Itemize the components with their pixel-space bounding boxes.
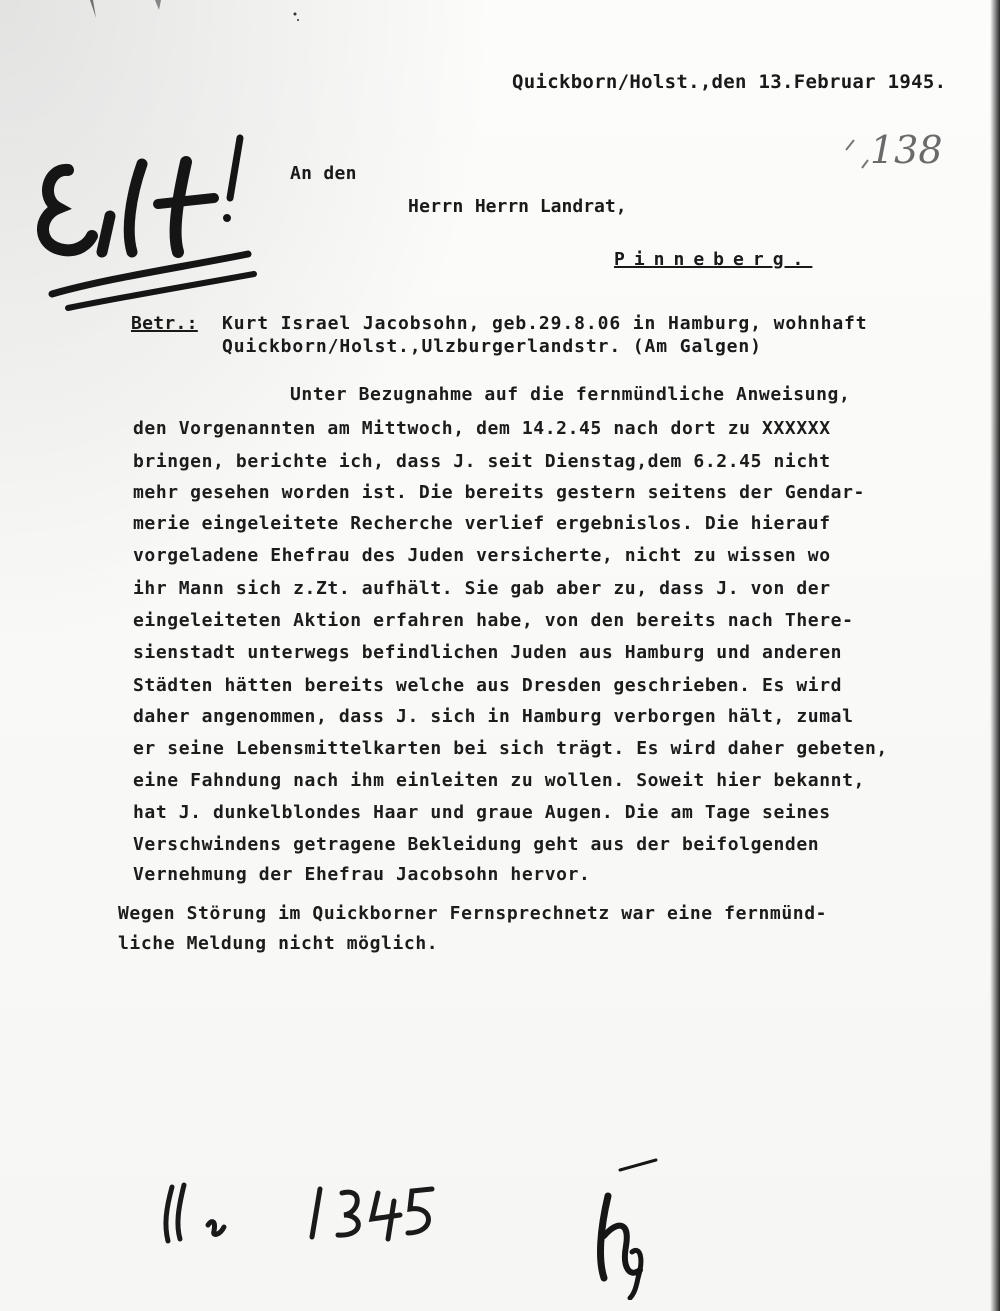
body-line: ihr Mann sich z.Zt. aufhält. Sie gab aber zu, dass J. von der (133, 578, 831, 599)
body-line: Verschwindens getragene Bekleidung geht aus der beifolgenden (133, 834, 820, 855)
subject-label: Betr.: (131, 313, 198, 334)
closing-line-2: liche Meldung nicht möglich. (118, 933, 439, 954)
addressee-an-den: An den (290, 163, 357, 184)
body-line: den Vorgenannten am Mittwoch, dem 14.2.45 nach dort zu XXXXXX (133, 418, 831, 439)
body-line: eine Fahndung nach ihm einleiten zu wollen. Soweit hier bekannt, (133, 770, 865, 791)
handwritten-signature (560, 1150, 680, 1300)
body-line: eingeleiteten Aktion erfahren habe, von den bereits nach There- (133, 610, 854, 631)
body-line: Unter Bezugnahme auf die fernmündliche Anweisung, (290, 384, 851, 405)
body-line: mehr gesehen worden ist. Die bereits gestern seitens der Gendar- (133, 482, 865, 503)
body-line: hat J. dunkelblondes Haar und graue Augen. Die am Tage seines (133, 802, 831, 823)
folio-number: 138 (840, 120, 950, 180)
subject-line-2: Quickborn/Holst.,Ulzburgerlandstr. (Am Galgen) (222, 336, 762, 357)
body-line: merie eingeleitete Recherche verlief ergebnislos. Die hierauf (133, 513, 831, 534)
body-line: daher angenommen, dass J. sich in Hamburg verborgen hält, zumal (133, 706, 854, 727)
body-line: Vernehmung der Ehefrau Jacobsohn hervor. (133, 864, 591, 885)
page-edge-shadow (990, 0, 1000, 1311)
paper-specks (60, 0, 360, 30)
addressee-pinneberg: Pinneberg. (614, 249, 813, 270)
body-line: sienstadt unterwegs befindlichen Juden aus Hamburg und anderen (133, 642, 843, 663)
eilt-handwritten-mark (18, 128, 258, 318)
place-date-line: Quickborn/Holst.,den 13.Februar 1945. (512, 71, 947, 93)
handwritten-wv-note (150, 1175, 450, 1255)
body-line: er seine Lebensmittelkarten bei sich trägt. Es wird daher gebeten, (133, 738, 888, 759)
addressee-herrn-landrat: Herrn Herrn Landrat, (408, 196, 627, 217)
closing-line-1: Wegen Störung im Quickborner Fernsprechnetz war eine fernmünd- (118, 903, 828, 924)
body-line: Städten hätten bereits welche aus Dresden geschrieben. Es wird (133, 675, 843, 696)
subject-line-1: Kurt Israel Jacobsohn, geb.29.8.06 in Hamburg, wohnhaft (222, 313, 868, 334)
body-line: vorgeladene Ehefrau des Juden versicherte, nicht zu wissen wo (133, 545, 831, 566)
body-line: bringen, berichte ich, dass J. seit Dienstag,dem 6.2.45 nicht (133, 451, 831, 472)
